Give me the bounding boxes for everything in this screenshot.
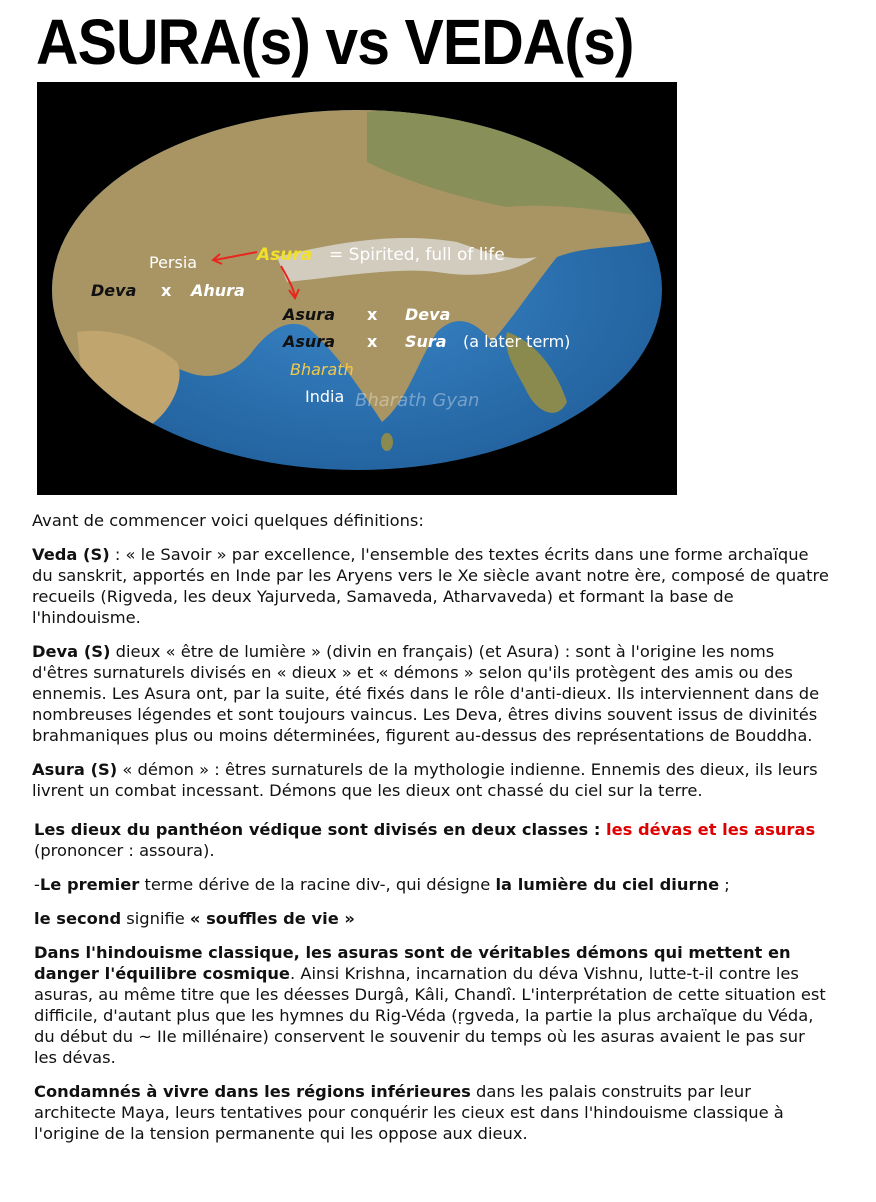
map-label-spirited: = Spirited, full of life bbox=[329, 245, 505, 265]
hinduism-paragraph: Dans l'hindouisme classique, les asuras sont de véritables démons qui mettent en danger l'équilibre cosmique. Ainsi Krishna, incarnation du déva Vishnu, lutte-t-il contre les asuras, au même titre que les déesses Durgâ, Kâli, Chandî. L'interprétation de cette situation est difficile, d'autant plus que les hymnes du Rig-Véda (ṛgveda, la partie la plus archaïque du Véda, du début du ~ IIe millénaire) conservent le souvenir du temps où les asuras avaient le pas sur les dévas. bbox=[34, 943, 826, 1067]
intro-text: Avant de commencer voici quelques définitions: bbox=[32, 511, 424, 530]
definition-text: dieux « être de lumière » (divin en français) (et Asura) : sont à l'origine les noms d'êtres surnaturels divisés en « dieux » et « démons » selon qu'ils protègent des amis ou des ennemis. Les Asura ont, par la suite, été fixés dans le rôle d'anti-dieux. Ils interviennent dans de nombreuses légendes et sont toujours vaincus. Les Deva, êtres divins souvent issus de divinités brahmaniques plus ou moins déterminées, figurent au-dessus des représentations de Bouddha. bbox=[32, 642, 820, 745]
map-watermark: Bharath Gyan bbox=[355, 390, 480, 411]
definition-term: Veda (S) bbox=[32, 545, 110, 564]
condemned-paragraph: Condamnés à vivre dans les régions inférieures dans les palais construits par leur architecte Maya, leurs tentatives pour conquérir les cieux est dans l'hindouisme classique à l'origine de la tension permanente qui les oppose aux dieux. bbox=[34, 1082, 784, 1143]
asia-map-illustration bbox=[37, 82, 677, 495]
map-label-x2: x bbox=[367, 305, 378, 324]
map-label-asura-row1: Asura bbox=[283, 305, 335, 324]
map-label-india: India bbox=[305, 387, 345, 406]
definition-term: Deva (S) bbox=[32, 642, 111, 661]
classes-paragraph: Les dieux du panthéon védique sont divisés en deux classes : les dévas et les asuras (prononcer : assoura). bbox=[34, 820, 816, 860]
map-label-x3: x bbox=[367, 332, 378, 351]
map-label-asura-row2: Asura bbox=[283, 332, 335, 351]
definition-asura bbox=[32, 759, 832, 801]
map-label-persia: Persia bbox=[149, 253, 198, 272]
definition-text: : « le Savoir » par excellence, l'ensemble des textes écrits dans une forme archaïque du sanskrit, apportés en Inde par les Aryens vers le Xe siècle avant notre ère, composé de quatre recueils (Rigveda, les deux Yajurveda, Samaveda, Atharvaveda) et formant la base de l'hindouisme. bbox=[32, 545, 829, 627]
page-title: ASURA(s) vs VEDA(s) bbox=[36, 6, 634, 78]
definition-deva bbox=[32, 641, 832, 746]
map-label-x1: x bbox=[161, 281, 172, 300]
map-image bbox=[37, 82, 677, 495]
map-label-deva: Deva bbox=[91, 281, 137, 300]
map-label-bharath: Bharath bbox=[290, 360, 354, 379]
map-label-ahura: Ahura bbox=[191, 281, 245, 300]
definition-term: Asura (S) bbox=[32, 760, 118, 779]
definition-text: « démon » : êtres surnaturels de la mythologie indienne. Ennemis des dieux, ils leurs livrent un combat incessant. Démons que les dieux ont chassé du ciel sur la terre. bbox=[32, 760, 818, 800]
map-label-later-term: (a later term) bbox=[463, 332, 571, 351]
definition-veda bbox=[32, 544, 832, 628]
map-label-deva-row1: Deva bbox=[405, 305, 451, 324]
first-term-paragraph: -Le premier terme dérive de la racine div-, qui désigne la lumière du ciel diurne ; bbox=[34, 875, 730, 894]
second-term-paragraph: le second signifie « souffles de vie » bbox=[34, 909, 355, 928]
map-label-sura: Sura bbox=[405, 332, 447, 351]
devas-asuras-highlight: les dévas et les asuras bbox=[606, 820, 816, 839]
map-label-asura: Asura bbox=[257, 245, 313, 265]
article-body bbox=[32, 510, 832, 1157]
